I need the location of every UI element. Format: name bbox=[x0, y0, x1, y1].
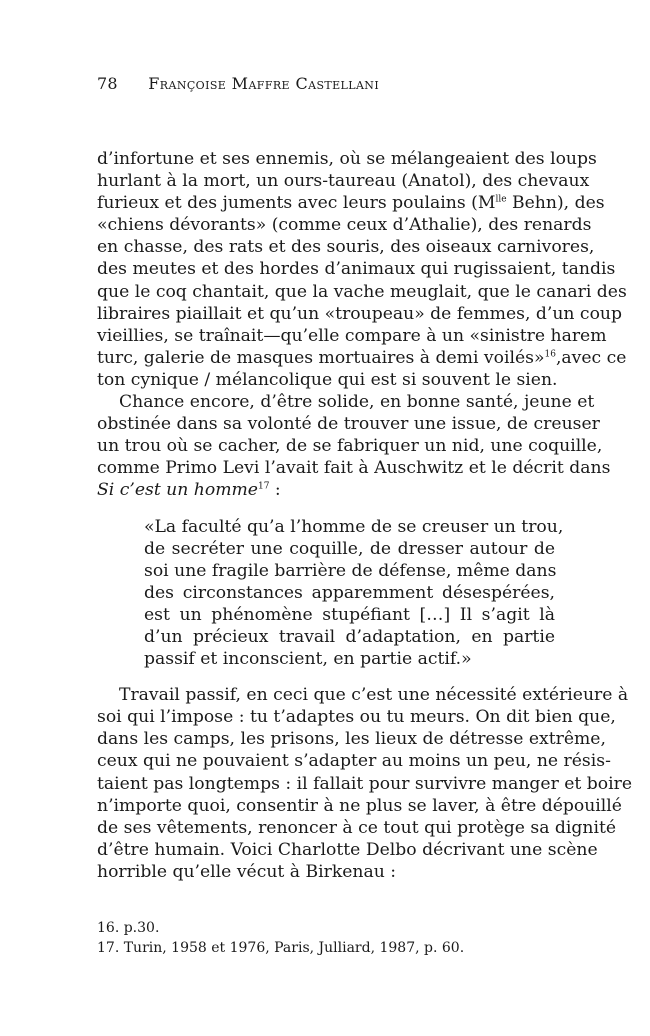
footnote-label: 16. bbox=[97, 920, 120, 936]
footnote-label: 17. bbox=[97, 940, 120, 956]
page-body bbox=[97, 148, 633, 883]
text-fragment: furieux et des juments avec leurs poulains (M bbox=[97, 193, 496, 214]
text-line bbox=[97, 347, 627, 369]
text-line: ton cynique / mélancolique qui est si souvent le sien. bbox=[97, 369, 558, 390]
quote-line: soi une fragile barrière de défense, même dans bbox=[144, 560, 557, 581]
text-line: vieillies, se traînait—qu’elle compare à un «sinistre harem bbox=[97, 325, 607, 346]
page-number: 78 bbox=[97, 74, 118, 93]
quote-line: passif et inconscient, en partie actif.» bbox=[144, 649, 472, 670]
text-fragment: turc, galerie de masques mortuaires à demi voilés» bbox=[97, 347, 545, 368]
text-line: obstinée dans sa volonté de trouver une issue, de creuser bbox=[97, 414, 600, 435]
text-line: horrible qu’elle vécut à Birkenau : bbox=[97, 861, 397, 882]
text-line: dans les camps, les prisons, les lieux de détresse extrême, bbox=[97, 729, 606, 750]
running-header bbox=[97, 74, 557, 98]
paragraph-3 bbox=[97, 684, 633, 883]
quote-line: d’un précieux travail d’adaptation, en partie bbox=[144, 626, 555, 647]
footnote-ref-17: 17 bbox=[257, 481, 270, 492]
text-line: taient pas longtemps : il fallait pour survivre manger et boire bbox=[97, 773, 633, 794]
text-line bbox=[97, 192, 605, 214]
running-head-author: Françoise Maffre Castellani bbox=[148, 74, 380, 93]
footnote-16 bbox=[97, 918, 555, 938]
text-line bbox=[97, 479, 555, 501]
paragraph-1 bbox=[97, 148, 627, 391]
text-line: ceux qui ne pouvaient s’adapter au moins un peu, ne résis- bbox=[97, 751, 611, 772]
text-line: de ses vêtements, renoncer à ce tout qui protège sa dignité bbox=[97, 817, 617, 838]
footnotes bbox=[97, 918, 555, 958]
text-fragment: ,avec ce bbox=[555, 347, 627, 368]
text-line: des meutes et des hordes d’animaux qui rugissaient, tandis bbox=[97, 259, 616, 280]
superscript: lle bbox=[495, 194, 507, 205]
text-line: un trou où se cacher, de se fabriquer un nid, une coquille, bbox=[97, 436, 603, 457]
book-title: Si c’est un homme bbox=[97, 480, 258, 501]
text-fragment: : bbox=[269, 480, 281, 501]
paragraph-2 bbox=[97, 391, 611, 501]
text-line: hurlant à la mort, un ours-taureau (Anatol), des chevaux bbox=[97, 171, 590, 192]
footnote-ref-16: 16 bbox=[544, 349, 556, 360]
text-line: «chiens dévorants» (comme ceux d’Athalie), des renards bbox=[97, 215, 592, 236]
text-line: comme Primo Levi l’avait fait à Auschwitz et le décrit dans bbox=[97, 458, 611, 479]
footnote-text: Turin, 1958 et 1976, Paris, Julliard, 1987, p. 60. bbox=[123, 940, 465, 956]
text-line: n’importe quoi, consentir à ne plus se laver, à être dépouillé bbox=[97, 795, 622, 816]
text-line: en chasse, des rats et des souris, des oiseaux carnivores, bbox=[97, 237, 595, 258]
quote-line: de secréter une coquille, de dresser autour de bbox=[144, 538, 555, 559]
text-line: que le coq chantait, que la vache meuglait, que le canari des bbox=[97, 281, 627, 302]
footnote-17 bbox=[97, 938, 555, 958]
text-fragment: Behn), des bbox=[506, 193, 605, 214]
text-line: libraires piaillait et qu’un «troupeau» de femmes, d’un coup bbox=[97, 303, 622, 324]
text-line: Travail passif, en ceci que c’est une nécessité extérieure à bbox=[119, 685, 629, 706]
quote-line: «La faculté qu’a l’homme de se creuser un trou, bbox=[144, 516, 564, 537]
text-line: d’infortune et ses ennemis, où se mélangeaient des loups bbox=[97, 149, 597, 169]
text-line: d’être humain. Voici Charlotte Delbo décrivant une scène bbox=[97, 839, 598, 860]
footnote-text: p.30. bbox=[123, 920, 160, 936]
quote-line: des circonstances apparemment désespérées, bbox=[144, 582, 555, 603]
text-line: Chance encore, d’être solide, en bonne santé, jeune et bbox=[119, 392, 595, 413]
quote-line: est un phénomène stupéfiant […] Il s’agit là bbox=[144, 604, 555, 625]
block-quote bbox=[144, 516, 564, 671]
text-line: soi qui l’impose : tu t’adaptes ou tu meurs. On dit bien que, bbox=[97, 707, 616, 728]
